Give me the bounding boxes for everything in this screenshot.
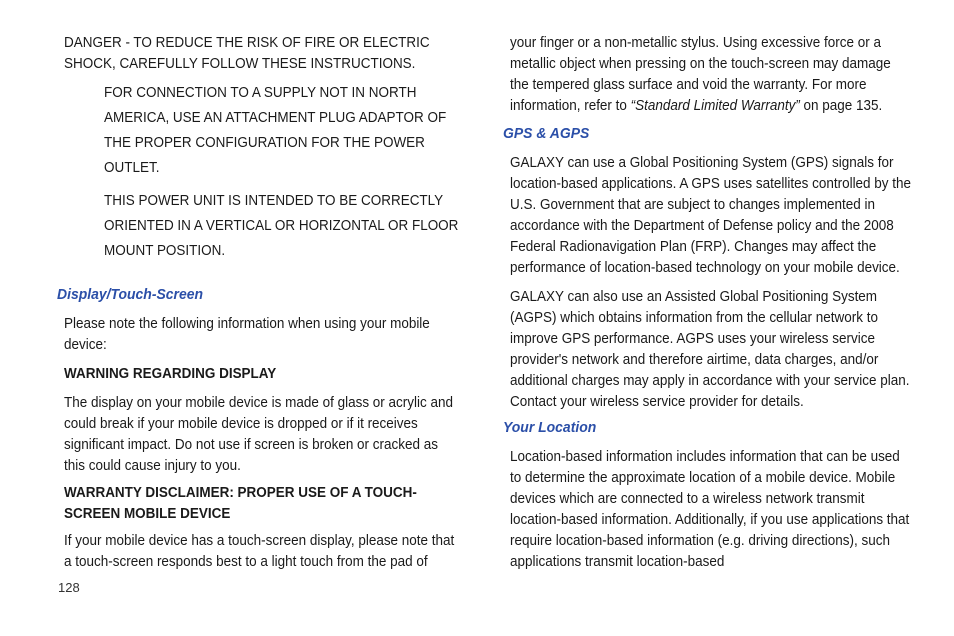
display-section <box>64 314 464 573</box>
gps-section <box>510 153 915 413</box>
warranty-heading: WARRANTY DISCLAIMER: PROPER USE OF A TOUCH-SCREEN MOBILE DEVICE <box>64 485 417 522</box>
warranty-reference: “Standard Limited Warranty” <box>630 98 800 114</box>
display-touch-screen-heading: Display/Touch-Screen <box>57 286 204 303</box>
page-number: 128 <box>58 580 80 595</box>
agps-text: GALAXY can also use an Assisted Global Positioning System (AGPS) which obtains information from the cellular network to improve GPS performance. AGPS uses your wireless service provider's network and therefore airtime, data charges, and/or additional charges may apply in accordance with your service plan. Contact your wireless service provider for details. <box>510 289 910 410</box>
orientation-notice: THIS POWER UNIT IS INTENDED TO BE CORRECTLY ORIENTED IN A VERTICAL OR HORIZONTAL OR FLOOR MOUNT POSITION. <box>104 193 459 259</box>
right-column <box>510 33 915 117</box>
location-text: Location-based information includes information that can be used to determine the approximate location of a mobile device. Mobile devices which are connected to a wireless network transmit location-based information. Additionally, if you use applications that require location-based information (e.g. driving directions), such applications transmit location-based <box>510 449 910 570</box>
warning-text: The display on your mobile device is made of glass or acrylic and could break if your mobile device is dropped or if it receives significant impact. Do not use if screen is broken or cracked as this could cause injury to you. <box>64 395 454 474</box>
your-location-heading: Your Location <box>503 419 597 436</box>
warranty-continued <box>510 33 913 117</box>
gps-text: GALAXY can use a Global Positioning System (GPS) signals for location-based applications. A GPS uses satellites controlled by the U.S. Government that are subject to changes implemented in accordance with the Department of Defense policy and the 2008 Federal Radionavigation Plan (FRP). Changes may affect the performance of location-based technology on your mobile device. <box>510 155 912 276</box>
left-column <box>64 33 464 264</box>
warning-heading: WARNING REGARDING DISPLAY <box>64 366 277 382</box>
display-intro: Please note the following information when using your mobile device: <box>64 316 430 353</box>
continued-page-ref: on page 135. <box>799 98 883 114</box>
location-section <box>510 447 915 573</box>
continued-text: your finger or a non-metallic stylus. Using excessive force or a metallic object when pressing on the touch-screen may damage the tempered glass surface and void the warranty. For more information, refer to <box>510 35 891 114</box>
warranty-text: If your mobile device has a touch-screen display, please note that a touch-screen responds best to a light touch from the pad of <box>64 533 455 570</box>
connection-notice: FOR CONNECTION TO A SUPPLY NOT IN NORTH AMERICA, USE AN ATTACHMENT PLUG ADAPTOR OF THE PROPER CONFIGURATION FOR THE POWER OUTLET. <box>104 85 447 176</box>
gps-agps-heading: GPS & AGPS <box>503 125 590 142</box>
danger-notice: DANGER - TO REDUCE THE RISK OF FIRE OR ELECTRIC SHOCK, CAREFULLY FOLLOW THESE INSTRUCTIONS. <box>64 35 430 72</box>
